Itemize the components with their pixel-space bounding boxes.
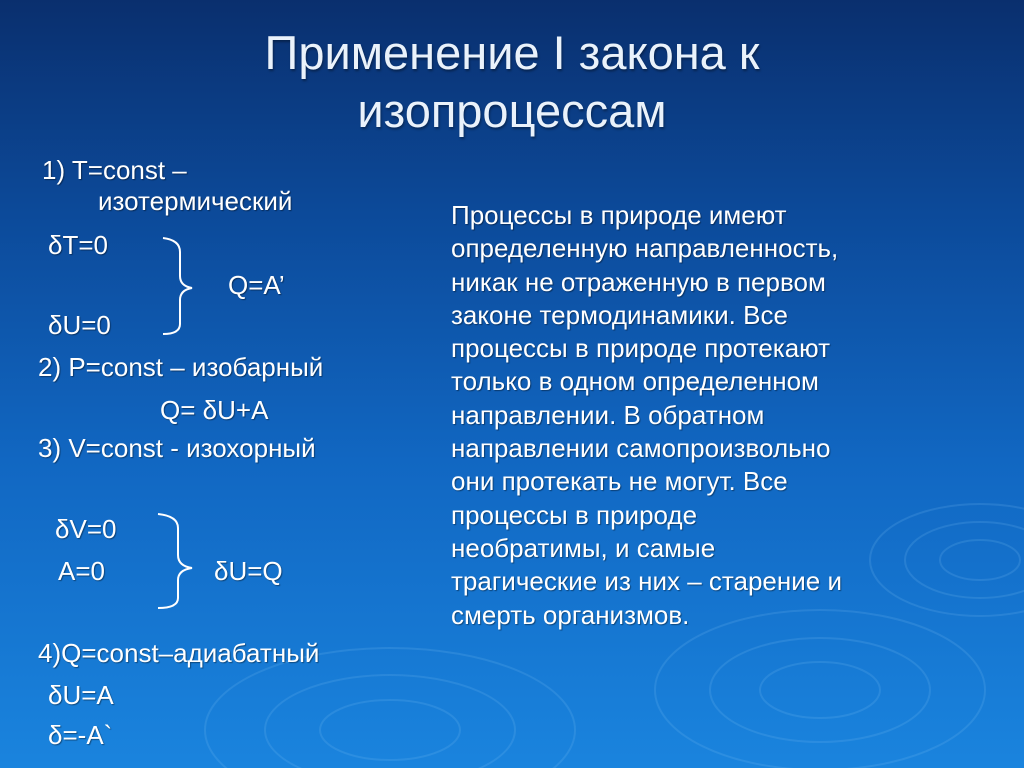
paragraph-line: законе термодинамики. Все [451, 299, 788, 330]
adiabatic-dU: δU=A [48, 680, 114, 710]
right-paragraph [451, 199, 991, 632]
adiabatic-dA: δ=-A` [48, 720, 113, 750]
paragraph-line: направлении самопроизвольно [451, 433, 831, 464]
title-line-1: Применение I закона к [264, 26, 760, 79]
paragraph-line: процессы в природе протекают [451, 333, 831, 364]
isochoric-result: δU=Q [214, 556, 283, 586]
paragraph-line: никак не отраженную в первом [451, 266, 826, 297]
isothermal-heading: 1) T=const – [42, 155, 187, 185]
isobaric-heading: 2) P=const – изобарный [38, 352, 324, 382]
title-line-2: изопроцессам [357, 84, 667, 137]
paragraph-line: только в одном определенном [451, 366, 819, 397]
paragraph-line: они протекать не могут. Все [451, 466, 788, 497]
adiabatic-heading: 4)Q=const–адиабатный [38, 638, 320, 668]
isothermal-dU: δU=0 [48, 310, 111, 340]
brace-isochoric [158, 514, 192, 608]
paragraph-line: процессы в природе [451, 499, 698, 530]
isothermal-result: Q=A’ [228, 270, 285, 300]
brace-isothermal [163, 238, 192, 334]
slide-title [100, 24, 924, 140]
isobaric-result: Q= δU+A [160, 395, 269, 425]
isochoric-A: A=0 [58, 556, 105, 586]
paragraph-line: смерть организмов. [451, 599, 690, 630]
paragraph-line: Процессы в природе имеют [451, 200, 787, 230]
paragraph-line: трагические из них – старение и [451, 566, 842, 597]
isothermal-label: изотермический [98, 186, 293, 216]
isothermal-dT: δT=0 [48, 230, 108, 260]
paragraph-line: направлении. В обратном [451, 399, 765, 430]
isochoric-dV: δV=0 [55, 514, 117, 544]
paragraph-line: необратимы, и самые [451, 532, 716, 563]
isochoric-heading: 3) V=const - изохорный [38, 433, 316, 463]
paragraph-line: определенную направленность, [451, 233, 839, 264]
